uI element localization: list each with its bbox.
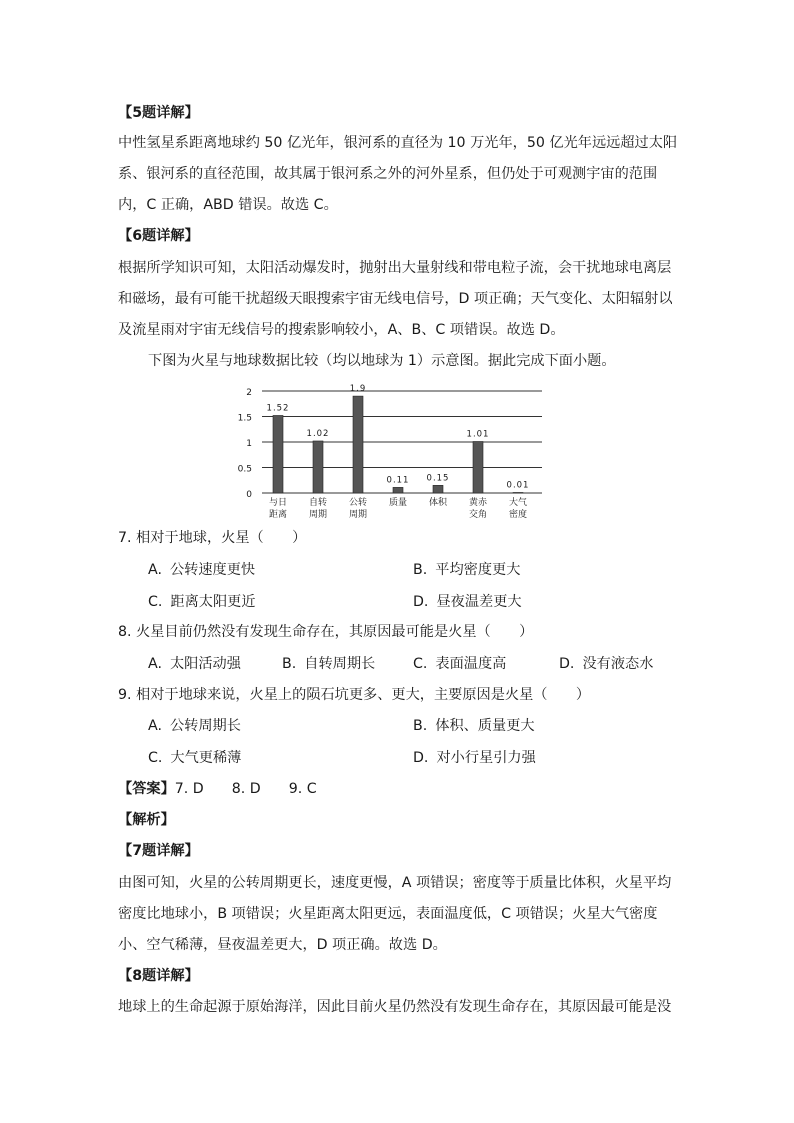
bar-0	[273, 415, 283, 493]
question-7-stem: 7. 相对于地球，火星（ ）	[118, 530, 307, 546]
q9-option-a	[148, 716, 241, 736]
q9-option-a-text: 公转周期长	[169, 718, 241, 734]
q7-option-c-text: 距离太阳更近	[170, 594, 256, 610]
q9-option-a-letter: A.	[148, 718, 162, 734]
q7-option-c	[148, 592, 256, 612]
category-label-0-1: 距离	[268, 510, 288, 520]
q5-line-3: 内，C 正确，ABD 错误。故选 C。	[118, 197, 338, 213]
bar-5	[473, 441, 483, 493]
value-label-6: 0.01	[506, 480, 530, 491]
q7-option-b	[413, 560, 520, 580]
category-label-4-0: 体积	[428, 498, 448, 508]
category-label-0-0: 与日	[268, 498, 288, 508]
bar-4	[433, 485, 443, 493]
q7-line-3: 小、空气稀薄，昼夜温差更大，D 项正确。故选 D。	[118, 937, 447, 953]
value-label-4: 0.15	[426, 473, 450, 484]
q9-option-b-text: 体积、质量更大	[435, 718, 535, 734]
q8-option-c	[413, 654, 506, 674]
q8-option-c-text: 表面温度高	[435, 656, 507, 672]
q9-option-c-text: 大气更稀薄	[170, 750, 242, 766]
q8-option-d	[559, 654, 653, 674]
q9-option-d	[413, 748, 536, 768]
y-tick-label-1: 0.5	[237, 464, 252, 475]
answer-7: 7. D	[174, 781, 204, 797]
y-tick-label-3: 1.5	[237, 413, 252, 424]
q5-line-1: 中性氢星系距离地球约 50 亿光年，银河系的直径为 10 万光年，50 亿光年远远超过太阳	[118, 135, 678, 151]
q8-heading: 【8题详解】	[118, 968, 199, 984]
q7-option-b-text: 平均密度更大	[435, 562, 521, 578]
category-label-2-0: 公转	[348, 498, 368, 508]
category-label-5-1: 交角	[468, 510, 488, 520]
q7-option-d-text: 昼夜温差更大	[436, 594, 522, 610]
q8-option-b-text: 自转周期长	[304, 656, 376, 672]
category-label-2-1: 周期	[348, 510, 368, 520]
q7-option-a	[148, 560, 255, 580]
answer-label: 【答案】	[118, 781, 175, 797]
question-9-stem: 9. 相对于地球来说，火星上的陨石坑更多、更大，主要原因是火星（ ）	[118, 687, 591, 703]
q7-option-a-letter: A.	[148, 562, 162, 578]
chart-value-labels	[267, 384, 530, 490]
q6-line-2: 和磁场，最有可能干扰超级天眼搜索宇宙无线电信号，D 项正确；天气变化、太阳辐射以	[118, 291, 673, 307]
category-label-1-0: 自转	[308, 498, 328, 508]
category-label-6-0: 大气	[508, 498, 528, 508]
q7-heading: 【7题详解】	[118, 843, 199, 859]
q8-option-d-text: 没有液态水	[582, 656, 654, 672]
q7-line-2: 密度比地球小，B 项错误；火星距离太阳更远，表面温度低，C 项错误；火星大气密度	[118, 906, 658, 922]
q5-line-2: 系、银河系的直径范围，故其属于银河系之外的河外星系，但仍处于可观测宇宙的范围	[118, 166, 658, 182]
category-label-3-0: 质量	[388, 498, 408, 508]
question-8-stem: 8. 火星目前仍然没有发现生命存在，其原因最可能是火星（ ）	[118, 624, 534, 640]
answer-9: 9. C	[288, 781, 317, 797]
q7-option-a-text: 公转速度更快	[169, 562, 256, 578]
q8-option-a-letter: A.	[148, 656, 162, 672]
q9-option-d-letter: D.	[413, 750, 429, 766]
q9-option-c	[148, 748, 241, 768]
q5-heading: 【5题详解】	[118, 105, 199, 121]
q8-line-1: 地球上的生命起源于原始海洋，因此目前火星仍然没有发现生命存在，其原因最可能是没	[118, 999, 672, 1015]
value-label-5: 1.01	[466, 429, 490, 440]
q8-option-b-letter: B.	[282, 656, 297, 672]
y-tick-label-0: 0	[246, 490, 252, 500]
category-label-1-1: 周期	[308, 510, 328, 520]
answer-8: 8. D	[231, 781, 261, 797]
answer-line	[118, 779, 317, 799]
q9-option-c-letter: C.	[148, 750, 163, 766]
q8-option-c-letter: C.	[413, 656, 428, 672]
q8-option-a	[148, 654, 241, 674]
q7-option-c-letter: C.	[148, 594, 163, 610]
q6-line-1: 根据所学知识可知，太阳活动爆发时，抛射出大量射线和带电粒子流，会干扰地球电离层	[118, 260, 672, 276]
q9-option-d-text: 对小行星引力强	[436, 750, 536, 766]
q8-option-d-letter: D.	[559, 656, 575, 672]
chart-y-ticks	[238, 388, 253, 500]
value-label-3: 0.11	[386, 475, 410, 486]
bar-2	[353, 396, 363, 493]
y-tick-label-2: 1	[246, 439, 252, 449]
bar-3	[393, 487, 403, 493]
q8-option-b	[282, 654, 375, 674]
value-label-0: 1.52	[266, 403, 290, 414]
q9-option-b-letter: B.	[413, 718, 428, 734]
mars-earth-comparison-chart	[237, 378, 550, 523]
category-label-5-0: 黄赤	[468, 498, 488, 508]
q7-option-d-letter: D.	[413, 594, 429, 610]
q6-line-3: 及流星雨对宇宙无线信号的搜索影响较小，A、B、C 项错误。故选 D。	[118, 322, 565, 338]
q6-heading: 【6题详解】	[118, 228, 199, 244]
q9-option-b	[413, 716, 535, 736]
q7-line-1: 由图可知，火星的公转周期更长，速度更慢，A 项错误；密度等于质量比体积，火星平均	[118, 875, 672, 891]
q7-option-d	[413, 592, 522, 612]
bar-6	[513, 492, 523, 493]
y-tick-label-4: 2	[246, 388, 252, 398]
value-label-2: 1.9	[349, 384, 367, 395]
chart-intro: 下图为火星与地球数据比较（均以地球为 1）示意图。据此完成下面小题。	[148, 353, 616, 369]
analysis-heading: 【解析】	[118, 812, 175, 828]
chart-categories	[269, 496, 527, 520]
bar-1	[313, 441, 323, 493]
value-label-1: 1.02	[306, 428, 330, 439]
q8-option-a-text: 太阳活动强	[169, 656, 241, 672]
category-label-6-1: 密度	[508, 510, 528, 520]
q7-option-b-letter: B.	[413, 562, 428, 578]
